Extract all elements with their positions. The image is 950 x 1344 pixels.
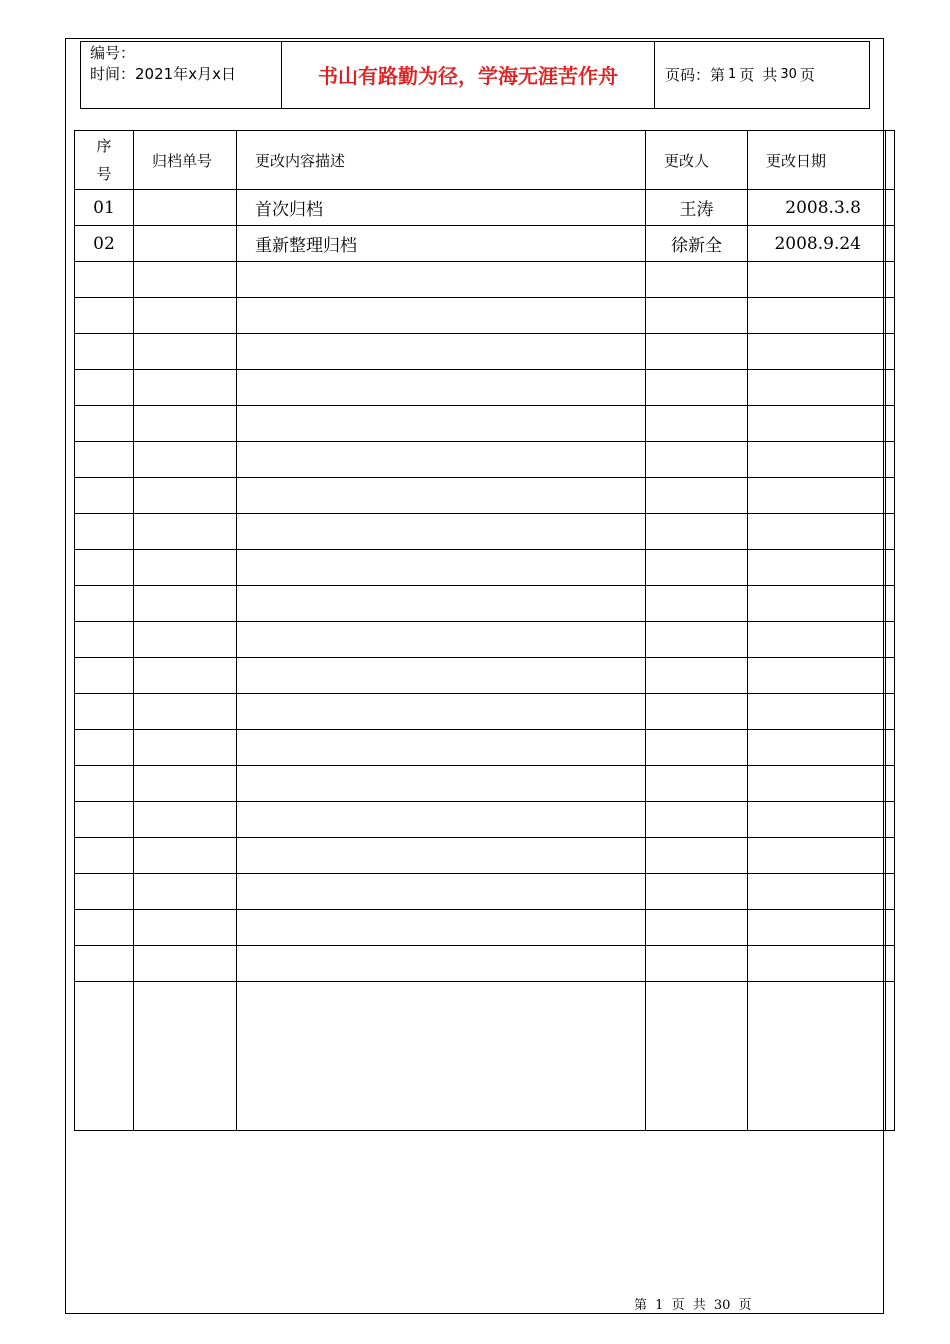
cell-change-date: 2008.3.8 — [748, 190, 886, 226]
cell-extra — [886, 838, 895, 874]
seq-header-line1: 序 — [96, 137, 112, 155]
cell-seq — [75, 730, 134, 766]
cell-archive-no — [134, 910, 237, 946]
cell-seq: 01 — [75, 190, 134, 226]
cell-description — [237, 298, 646, 334]
cell-archive-no — [134, 298, 237, 334]
revision-log-table — [74, 130, 895, 1131]
header-page-indicator — [665, 41, 815, 108]
cell-changed-by — [646, 874, 748, 910]
cell-change-date — [748, 550, 886, 586]
table-row — [75, 298, 895, 334]
cell-changed-by — [646, 982, 748, 1131]
cell-description — [237, 802, 646, 838]
table-row — [75, 406, 895, 442]
cell-seq — [75, 442, 134, 478]
cell-change-date — [748, 262, 886, 298]
cell-extra — [886, 190, 895, 226]
cell-archive-no — [134, 406, 237, 442]
cell-changed-by — [646, 442, 748, 478]
cell-description — [237, 874, 646, 910]
cell-extra — [886, 730, 895, 766]
cell-description — [237, 262, 646, 298]
cell-seq — [75, 946, 134, 982]
column-header-seq — [75, 131, 134, 190]
cell-changed-by — [646, 694, 748, 730]
cell-description — [237, 658, 646, 694]
page-footer — [634, 1294, 752, 1313]
cell-archive-no — [134, 730, 237, 766]
document-time — [90, 64, 236, 85]
table-row — [75, 622, 895, 658]
cell-extra — [886, 586, 895, 622]
cell-extra — [886, 478, 895, 514]
cell-seq — [75, 838, 134, 874]
cell-changed-by: 徐新全 — [646, 226, 748, 262]
cell-extra — [886, 658, 895, 694]
cell-extra — [886, 982, 895, 1131]
cell-extra — [886, 370, 895, 406]
footer-mid: 页 共 — [671, 1298, 706, 1313]
cell-archive-no — [134, 982, 237, 1131]
time-label: 时间： — [90, 65, 136, 83]
cell-seq — [75, 262, 134, 298]
table-row — [75, 334, 895, 370]
cell-extra — [886, 622, 895, 658]
cell-description — [237, 370, 646, 406]
table-row — [75, 874, 895, 910]
cell-archive-no — [134, 442, 237, 478]
cell-archive-no — [134, 514, 237, 550]
cell-seq — [75, 658, 134, 694]
cell-archive-no — [134, 946, 237, 982]
header-divider — [869, 41, 870, 108]
cell-change-date — [748, 406, 886, 442]
header-bottom-rule — [80, 108, 870, 109]
cell-extra — [886, 550, 895, 586]
table-row — [75, 730, 895, 766]
table-row — [75, 910, 895, 946]
table-row — [75, 226, 895, 262]
cell-description — [237, 406, 646, 442]
cell-seq — [75, 370, 134, 406]
header-divider — [80, 41, 81, 108]
table-row — [75, 658, 895, 694]
cell-seq — [75, 694, 134, 730]
cell-archive-no — [134, 226, 237, 262]
cell-seq — [75, 874, 134, 910]
cell-seq — [75, 406, 134, 442]
cell-extra — [886, 406, 895, 442]
table-row — [75, 262, 895, 298]
cell-seq — [75, 802, 134, 838]
page-total: 30 — [780, 67, 797, 82]
page-total-label: 共 — [762, 66, 778, 84]
cell-extra — [886, 694, 895, 730]
cell-extra — [886, 226, 895, 262]
cell-archive-no — [134, 190, 237, 226]
cell-seq — [75, 514, 134, 550]
cell-change-date — [748, 334, 886, 370]
cell-extra — [886, 910, 895, 946]
table-row — [75, 946, 895, 982]
cell-archive-no — [134, 586, 237, 622]
header-meta — [90, 43, 236, 85]
cell-extra — [886, 514, 895, 550]
cell-description — [237, 442, 646, 478]
cell-changed-by — [646, 622, 748, 658]
document-code-label: 编号： — [90, 44, 136, 62]
table-row — [75, 586, 895, 622]
seq-header-line2: 号 — [96, 165, 112, 183]
cell-change-date — [748, 442, 886, 478]
cell-changed-by — [646, 586, 748, 622]
cell-description — [237, 334, 646, 370]
page-current: 1 — [728, 67, 737, 82]
header-motto: 书山有路勤为径，学海无涯苦作舟 — [318, 64, 618, 88]
cell-archive-no — [134, 802, 237, 838]
cell-change-date — [748, 298, 886, 334]
cell-change-date — [748, 658, 886, 694]
cell-archive-no — [134, 622, 237, 658]
cell-change-date — [748, 514, 886, 550]
column-header-description: 更改内容描述 — [237, 131, 646, 190]
cell-description — [237, 730, 646, 766]
table-row — [75, 370, 895, 406]
footer-prefix: 第 — [634, 1298, 648, 1313]
cell-archive-no — [134, 766, 237, 802]
table-row — [75, 478, 895, 514]
cell-extra — [886, 802, 895, 838]
cell-change-date — [748, 802, 886, 838]
table-row — [75, 694, 895, 730]
cell-changed-by — [646, 334, 748, 370]
table-row — [75, 190, 895, 226]
cell-changed-by — [646, 370, 748, 406]
cell-description — [237, 478, 646, 514]
header-divider — [654, 41, 655, 108]
cell-extra — [886, 298, 895, 334]
cell-change-date — [748, 730, 886, 766]
cell-changed-by — [646, 550, 748, 586]
cell-changed-by — [646, 514, 748, 550]
column-header-archive-no: 归档单号 — [134, 131, 237, 190]
cell-change-date — [748, 946, 886, 982]
cell-change-date — [748, 838, 886, 874]
cell-change-date — [748, 694, 886, 730]
cell-archive-no — [134, 838, 237, 874]
cell-changed-by — [646, 262, 748, 298]
cell-changed-by — [646, 298, 748, 334]
cell-description — [237, 946, 646, 982]
cell-seq — [75, 334, 134, 370]
column-header-extra — [886, 131, 895, 190]
table-row — [75, 766, 895, 802]
cell-seq — [75, 586, 134, 622]
cell-change-date: 2008.9.24 — [748, 226, 886, 262]
cell-extra — [886, 766, 895, 802]
cell-changed-by — [646, 838, 748, 874]
cell-archive-no — [134, 478, 237, 514]
footer-total: 30 — [713, 1298, 731, 1313]
cell-archive-no — [134, 550, 237, 586]
table-row — [75, 514, 895, 550]
cell-changed-by — [646, 910, 748, 946]
footer-suffix: 页 — [738, 1298, 752, 1313]
cell-changed-by — [646, 406, 748, 442]
table-header-row — [75, 131, 895, 190]
cell-change-date — [748, 370, 886, 406]
cell-changed-by — [646, 946, 748, 982]
cell-description — [237, 838, 646, 874]
cell-seq — [75, 910, 134, 946]
cell-seq — [75, 982, 134, 1131]
cell-archive-no — [134, 658, 237, 694]
column-header-changed-by: 更改人 — [646, 131, 748, 190]
page-label: 页码：第 — [665, 66, 726, 84]
cell-description — [237, 694, 646, 730]
table-row — [75, 838, 895, 874]
cell-description — [237, 550, 646, 586]
cell-archive-no — [134, 334, 237, 370]
table-row — [75, 802, 895, 838]
cell-archive-no — [134, 874, 237, 910]
cell-description — [237, 910, 646, 946]
cell-extra — [886, 262, 895, 298]
cell-change-date — [748, 910, 886, 946]
cell-changed-by — [646, 802, 748, 838]
cell-extra — [886, 874, 895, 910]
cell-change-date — [748, 982, 886, 1131]
cell-extra — [886, 442, 895, 478]
cell-description — [237, 982, 646, 1131]
cell-description: 首次归档 — [237, 190, 646, 226]
cell-change-date — [748, 766, 886, 802]
table-row — [75, 982, 895, 1131]
cell-seq — [75, 766, 134, 802]
cell-seq — [75, 622, 134, 658]
cell-archive-no — [134, 694, 237, 730]
cell-archive-no — [134, 262, 237, 298]
page-total-unit: 页 — [799, 66, 815, 84]
page-unit: 页 — [739, 66, 755, 84]
column-header-change-date: 更改日期 — [748, 131, 886, 190]
cell-changed-by — [646, 658, 748, 694]
cell-change-date — [748, 478, 886, 514]
cell-changed-by — [646, 478, 748, 514]
cell-seq: 02 — [75, 226, 134, 262]
cell-description — [237, 766, 646, 802]
footer-current: 1 — [655, 1298, 664, 1313]
cell-seq — [75, 298, 134, 334]
cell-extra — [886, 946, 895, 982]
cell-archive-no — [134, 370, 237, 406]
table-row — [75, 442, 895, 478]
cell-change-date — [748, 622, 886, 658]
cell-description — [237, 622, 646, 658]
cell-description: 重新整理归档 — [237, 226, 646, 262]
cell-changed-by: 王涛 — [646, 190, 748, 226]
time-value: 2021年x月x日 — [135, 65, 236, 83]
cell-seq — [75, 478, 134, 514]
cell-change-date — [748, 586, 886, 622]
cell-description — [237, 514, 646, 550]
cell-changed-by — [646, 730, 748, 766]
cell-seq — [75, 550, 134, 586]
cell-changed-by — [646, 766, 748, 802]
table-row — [75, 550, 895, 586]
cell-extra — [886, 334, 895, 370]
cell-description — [237, 586, 646, 622]
cell-change-date — [748, 874, 886, 910]
